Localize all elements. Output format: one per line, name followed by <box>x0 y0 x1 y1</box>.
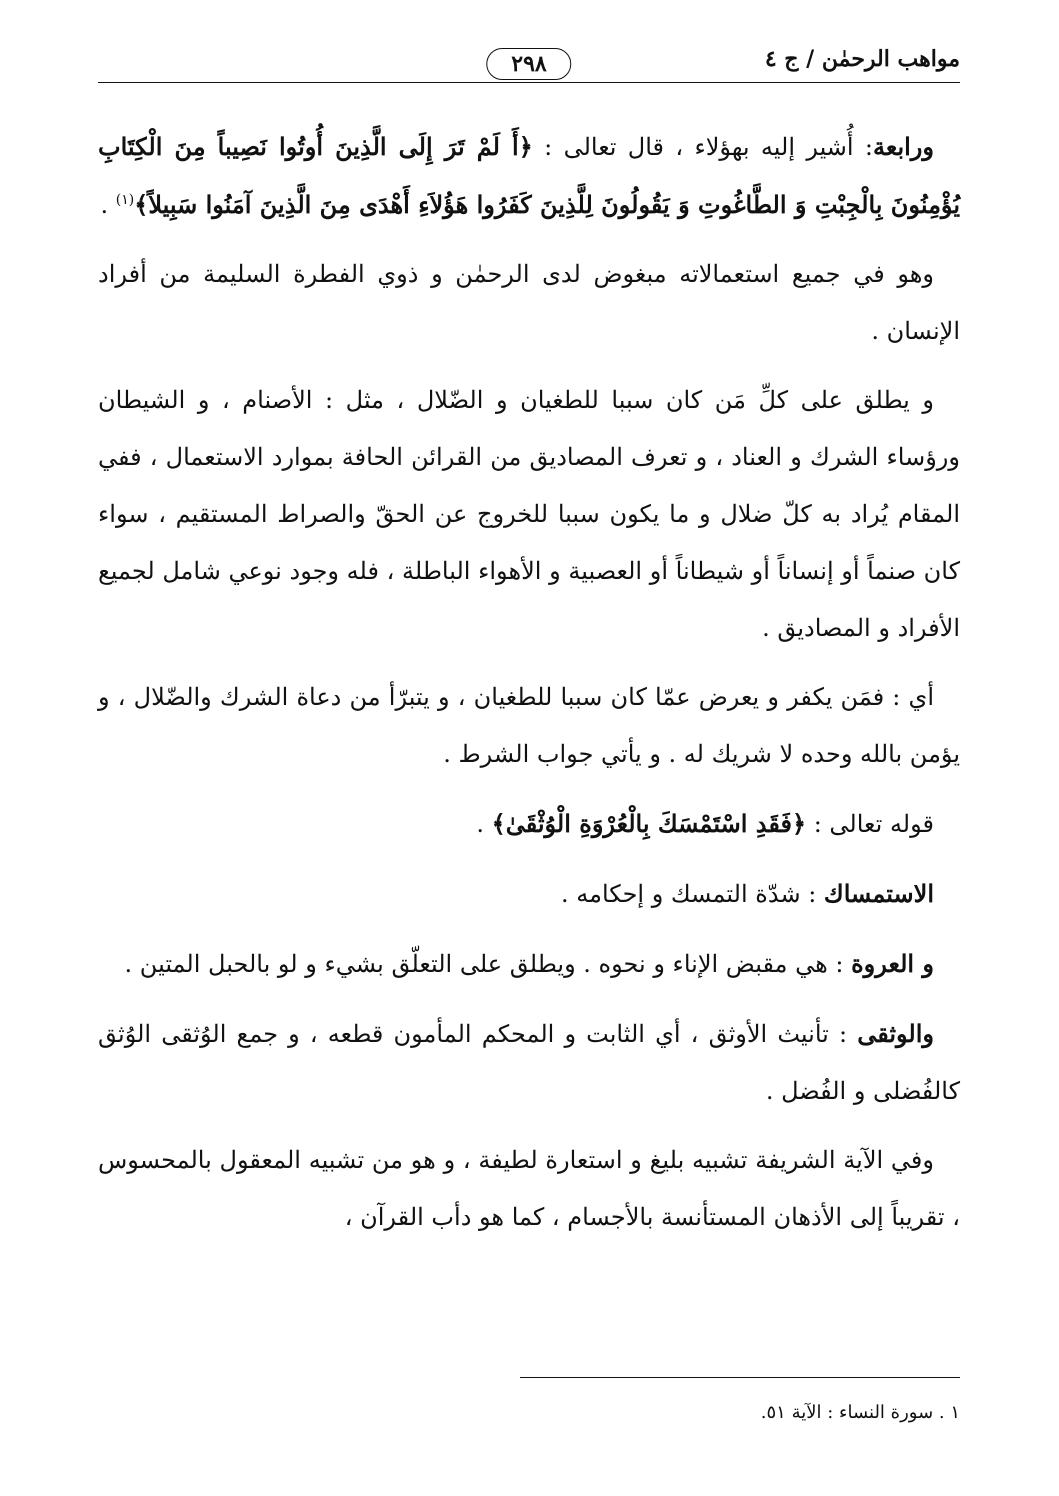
footnote-ref-1[interactable]: (١) <box>115 192 135 208</box>
paragraph-3-text: و يطلق على كلِّ مَن كان سببا للطغيان و الضّلال ، مثل : الأصنام ، و الشيطان ورؤساء الشرك و العناد ، و تعرف المصاديق من القرائن الحافة بموارد الاستعمال ، ففي المقام يُراد به كلّ ضلال و ما يكون سببا للخروج عن الحقّ والصراط المستقيم ، سواء كان صنماً أو إنساناً أو شيطاناً أو العصبية و الأهواء الباطلة ، فله وجود نوعي شامل لجميع الأفراد و المصاديق . <box>98 386 960 642</box>
term-istimsak: الاستمساك <box>823 879 934 908</box>
term-rabia: ورابعة <box>873 132 934 161</box>
page-number: ٢٩٨ <box>486 48 571 80</box>
quran-verse-1: ﴿أَ لَمْ تَرَ إِلَى الَّذِينَ أُوتُوا نَصِيباً مِنَ الْكِتَابِ يُؤْمِنُونَ بِالْجِبْتِ وَ الطَّاغُوتِ وَ يَقُولُونَ لِلَّذِينَ كَفَرُوا هَؤُلاَءِ أَهْدَى مِنَ الَّذِينَ آمَنُوا سَبِيلاً﴾ <box>98 132 960 219</box>
paragraph-5-text: قوله تعالى : <box>806 810 934 838</box>
paragraph-4 <box>98 669 960 783</box>
paragraph-5 <box>98 795 960 853</box>
paragraph-1 <box>98 118 960 234</box>
paragraph-3 <box>98 372 960 657</box>
paragraph-9 <box>98 1132 960 1246</box>
paragraph-1-text: : أُشير إليه بهؤلاء ، قال تعالى : <box>532 133 874 161</box>
paragraph-5-tail: . <box>476 810 492 838</box>
quran-verse-2: ﴿فَقَدِ اسْتَمْسَكَ بِالْعُرْوَةِ الْوُثْقَىٰ﴾ <box>491 809 807 838</box>
footnote: ١ . سورة النساء : الآية ٥١. <box>760 1402 960 1423</box>
paragraph-7-text: : هي مقبض الإناء و نحوه . ويطلق على التعلّق بشيء و لو بالحبل المتين . <box>124 950 852 978</box>
paragraph-1-tail: . <box>100 191 116 219</box>
term-urwa: و العروة <box>851 949 934 978</box>
paragraph-8-text: : تأنيث الأوثق ، أي الثابت و المحكم المأمون قطعه ، و جمع الوُثقى الوُثق كالفُضلى و الفُضل . <box>98 1020 960 1105</box>
paragraph-7 <box>98 935 960 993</box>
page-header <box>98 40 960 90</box>
main-text <box>98 118 960 1258</box>
paragraph-9-text: وفي الآية الشريفة تشبيه بليغ و استعارة لطيفة ، و هو من تشبيه المعقول بالمحسوس ، تقريباً إلى الأذهان المستأنسة بالأجسام ، كما هو دأب القرآن ، <box>98 1146 960 1231</box>
header-divider <box>98 82 960 83</box>
paragraph-6 <box>98 865 960 923</box>
footnote-divider <box>520 1377 960 1378</box>
paragraph-2 <box>98 246 960 360</box>
book-title: مواهب الرحمٰن / ج ٤ <box>764 46 960 72</box>
paragraph-8 <box>98 1005 960 1120</box>
paragraph-6-text: : شدّة التمسك و إحكامه . <box>561 880 824 908</box>
paragraph-4-text: أي : فمَن يكفر و يعرض عمّا كان سببا للطغيان ، و يتبرّأ من دعاة الشرك والضّلال ، و يؤمن بالله وحده لا شريك له . و يأتي جواب الشرط . <box>98 683 960 768</box>
term-wuthqa: والوثقى <box>857 1019 934 1048</box>
paragraph-2-text: وهو في جميع استعمالاته مبغوض لدى الرحمٰن و ذوي الفطرة السليمة من أفراد الإنسان . <box>98 260 960 345</box>
